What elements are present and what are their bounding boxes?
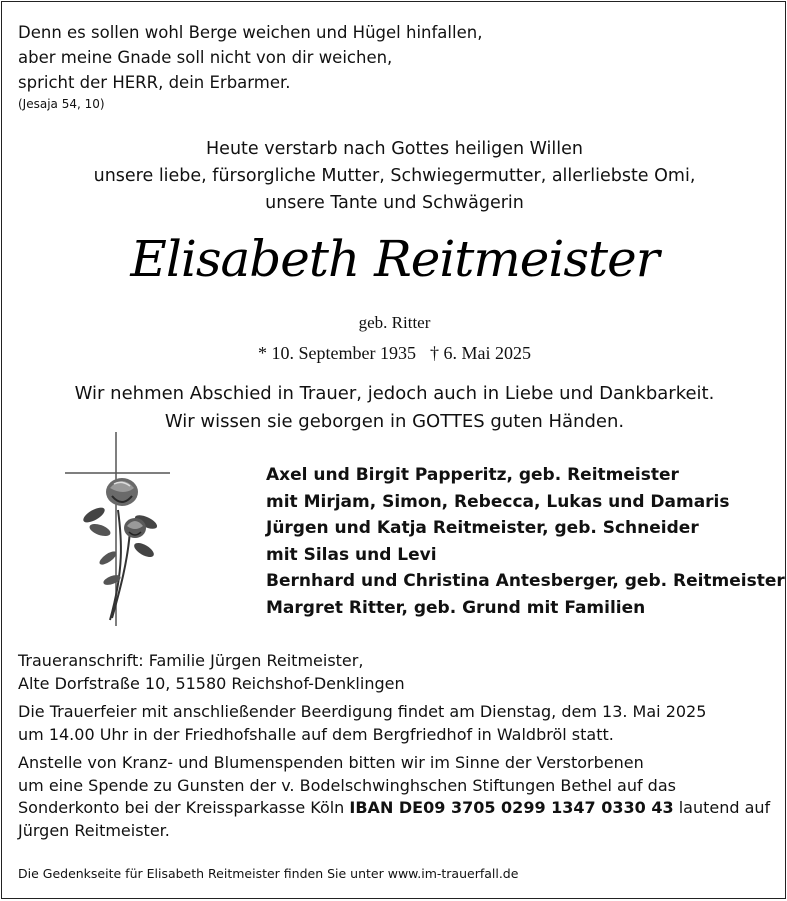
iban: IBAN DE09 3705 0299 1347 0330 43	[349, 798, 674, 817]
address-line: Alte Dorfstraße 10, 51580 Reichshof-Denklingen	[18, 673, 405, 693]
donation-info	[18, 752, 778, 842]
donation-line: lautend auf	[673, 798, 771, 817]
mourner-line: mit Silas und Levi	[266, 544, 437, 565]
verse-source: (Jesaja 54, 10)	[18, 97, 105, 111]
donation-line: um eine Spende zu Gunsten der v. Bodelschwinghschen Stiftungen Bethel auf das	[18, 775, 676, 795]
farewell-line: Wir wissen sie geborgen in GOTTES guten Händen.	[164, 411, 625, 432]
donation-line: Anstelle von Kranz- und Blumenspenden bitten wir im Sinne der Verstorbenen	[18, 753, 644, 772]
birth-name: geb. Ritter	[358, 313, 431, 332]
funeral-service-info	[18, 701, 778, 746]
memorial-website-note: Die Gedenkseite für Elisabeth Reitmeister finden Sie unter www.im-trauerfall.de	[18, 866, 519, 881]
service-line: Die Trauerfeier mit anschließender Beerdigung findet am Dienstag, dem 13. Mai 2025	[18, 702, 707, 721]
farewell-line: Wir nehmen Abschied in Trauer, jedoch auch in Liebe und Dankbarkeit.	[74, 383, 715, 404]
verse-line: Denn es sollen wohl Berge weichen und Hügel hinfallen,	[18, 23, 483, 42]
intro-line: unsere Tante und Schwägerin	[265, 193, 524, 213]
service-line: um 14.00 Uhr in der Friedhofshalle auf dem Bergfriedhof in Waldbröl statt.	[18, 724, 614, 744]
verse-line: aber meine Gnade soll nicht von dir weichen,	[18, 48, 393, 67]
verse-line: spricht der HERR, dein Erbarmer.	[18, 73, 291, 92]
death-date: † 6. Mai 2025	[429, 343, 531, 363]
notice-details	[18, 650, 778, 848]
mourners-list	[266, 462, 785, 621]
announcement-intro	[2, 136, 787, 217]
mourner-line: mit Mirjam, Simon, Rebecca, Lukas und Damaris	[266, 491, 730, 512]
donation-line: Sonderkonto bei der Kreissparkasse Köln	[18, 798, 350, 817]
mourner-line: Axel und Birgit Papperitz, geb. Reitmeister	[266, 465, 679, 485]
intro-line: unsere liebe, fürsorgliche Mutter, Schwiegermutter, allerliebste Omi,	[93, 166, 696, 186]
cross-with-roses-icon	[62, 430, 182, 634]
obituary-notice	[1, 1, 786, 899]
intro-line: Heute verstarb nach Gottes heiligen Willen	[206, 139, 583, 159]
bible-verse	[18, 20, 482, 113]
birth-date: * 10. September 1935	[258, 343, 416, 363]
donation-line: Jürgen Reitmeister.	[18, 820, 170, 840]
address-line: Traueranschrift: Familie Jürgen Reitmeister,	[18, 651, 364, 670]
mourner-line: Margret Ritter, geb. Grund mit Familien	[266, 597, 646, 618]
life-dates	[2, 343, 787, 364]
mourning-address	[18, 650, 778, 695]
farewell-text	[2, 380, 787, 436]
mourner-line: Bernhard und Christina Antesberger, geb. Reitmeister	[266, 571, 785, 591]
mourner-line: Jürgen und Katja Reitmeister, geb. Schneider	[266, 518, 699, 538]
deceased-name: Elisabeth Reitmeister	[130, 230, 659, 288]
